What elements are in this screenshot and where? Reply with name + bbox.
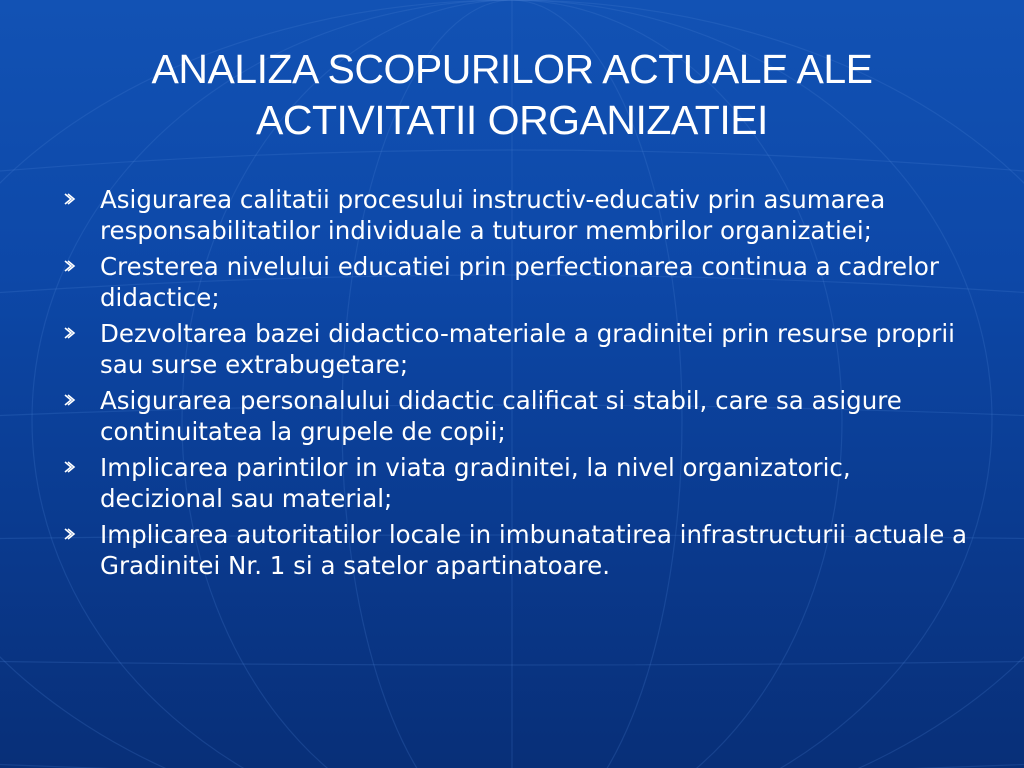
chevron-right-icon: [62, 459, 76, 475]
bullet-text: Implicarea autoritatilor locale in imbunatatirea infrastructurii actuale a Gradinitei Nr. 1 si a satelor apartinatoare.: [100, 520, 968, 580]
chevron-right-icon: [62, 191, 76, 207]
bullet-text: Asigurarea calitatii procesului instructiv-educativ prin asumarea responsabilitatilor individuale a tuturor membrilor organizatiei;: [100, 185, 886, 245]
title-line-1: ANALIZA SCOPURILOR ACTUALE ALE: [151, 46, 873, 92]
bullet-item: [60, 251, 980, 313]
slide-title: [60, 44, 964, 146]
bullet-item: [60, 184, 980, 246]
chevron-right-icon: [62, 325, 76, 341]
bullet-text: Implicarea parintilor in viata gradinitei, la nivel organizatoric, decizional sau material;: [100, 453, 851, 513]
chevron-right-icon: [62, 392, 76, 408]
chevron-right-icon: [62, 258, 76, 274]
bullet-text: Cresterea nivelului educatiei prin perfectionarea continua a cadrelor didactice;: [100, 252, 939, 312]
title-line-2: ACTIVITATII ORGANIZATIEI: [256, 97, 768, 143]
bullet-item: [60, 318, 980, 380]
bullet-text: Asigurarea personalului didactic calificat si stabil, care sa asigure continuitatea la grupele de copii;: [100, 386, 902, 446]
bullet-item: [60, 385, 980, 447]
bullet-text: Dezvoltarea bazei didactico-materiale a gradinitei prin resurse proprii sau surse extrabugetare;: [100, 319, 955, 379]
bullet-list: [60, 184, 980, 586]
bullet-item: [60, 452, 980, 514]
bullet-item: [60, 519, 980, 581]
chevron-right-icon: [62, 526, 76, 542]
